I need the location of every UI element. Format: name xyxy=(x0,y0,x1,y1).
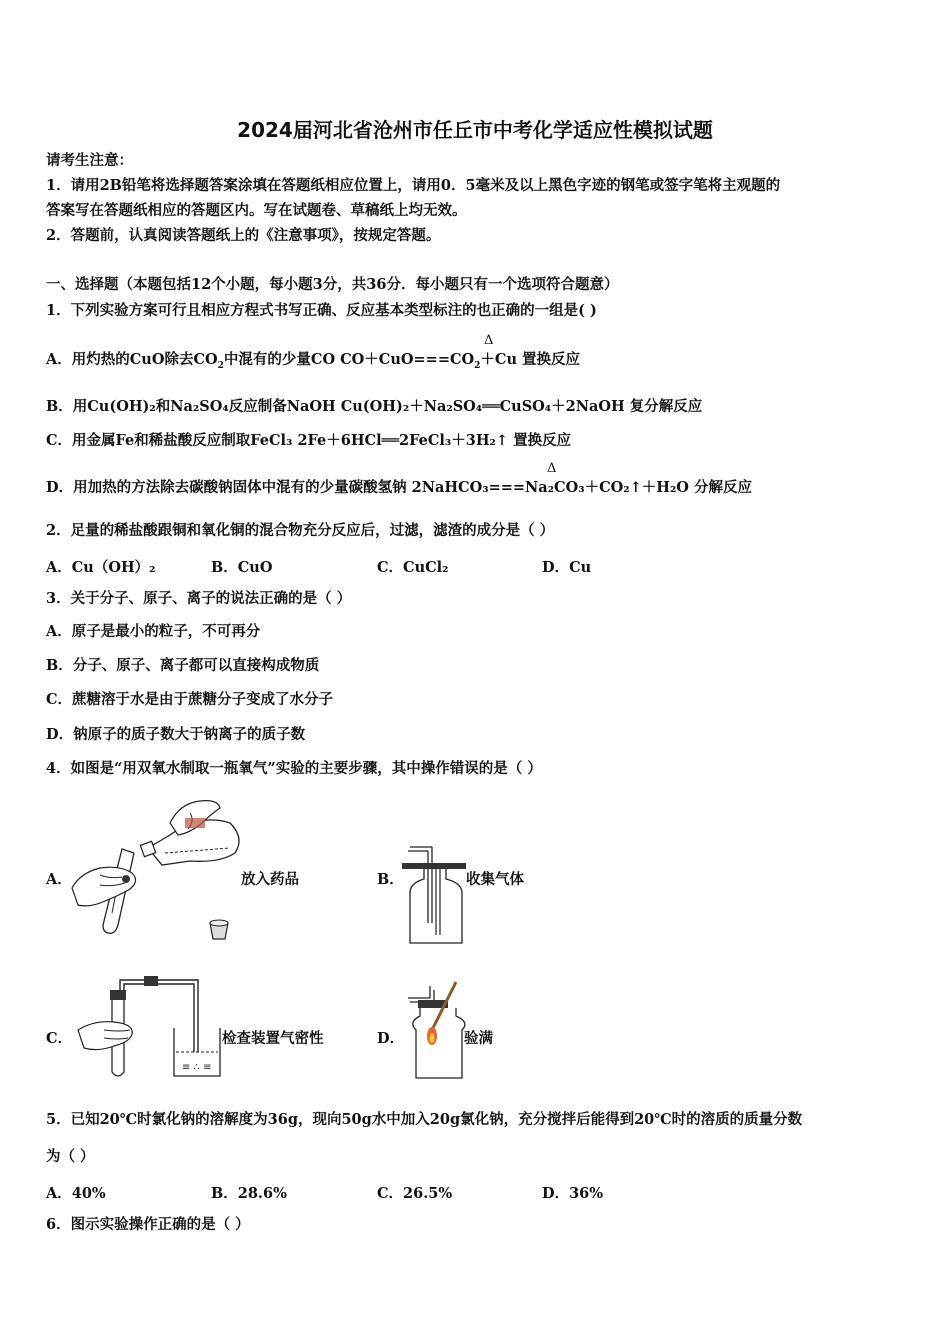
q4-b-label: 收集气体 xyxy=(466,871,524,888)
notice-item-1-line-2: 答案写在答题纸相应的答题区内。写在试题卷、草稿纸上均无效。 xyxy=(46,202,467,219)
q1-d-eq: === xyxy=(488,479,526,496)
section-heading: 一、选择题（本题包括12个小题，每小题3分，共36分．每小题只有一个选项符合题意） xyxy=(46,276,619,293)
q4-d-label: 验满 xyxy=(464,1030,493,1047)
notice-heading: 请考生注意： xyxy=(46,152,133,169)
q1-option-b: B．用Cu(OH)₂和Na₂SO₄反应制备NaOH Cu(OH)₂＋Na₂SO₄══CuSO₄＋2NaOH 复分解反应 xyxy=(46,398,703,415)
airtightness-check-illustration xyxy=(74,972,224,1082)
svg-text:≡ ∴ ≡: ≡ ∴ ≡ xyxy=(182,1062,212,1073)
q1-option-c: C．用金属Fe和稀盐酸反应制取FeCl₃ 2Fe＋6HCl══2FeCl₃＋3H₂↑ 置换反应 xyxy=(46,432,572,449)
q3-option-d: D．钠原子的质子数大于钠离子的质子数 xyxy=(46,726,306,743)
q1-a-eq: === xyxy=(413,351,450,368)
q6-stem: 6．图示实验操作正确的是（ ） xyxy=(46,1216,250,1233)
q4-c-label: 检查装置气密性 xyxy=(222,1030,324,1047)
q1-d-post: Na₂CO₃＋CO₂↑＋H₂O 分解反应 xyxy=(525,479,752,496)
q1-option-d xyxy=(46,476,752,497)
q5-option-c: C．26.5% xyxy=(377,1185,453,1202)
q5-option-a: A．40% xyxy=(46,1185,106,1202)
q1-option-a: A．用灼热的CuO除去$CO_2$中混有的少量CO $CO+CuO===CO_2+Cu$ 置换反应 xyxy=(46,351,581,371)
q4-a-letter: A． xyxy=(46,871,72,888)
verify-full-illustration xyxy=(404,978,466,1083)
q5-option-b: B．28.6% xyxy=(211,1185,287,1202)
q3-option-c: C．蔗糖溶于水是由于蔗糖分子变成了水分子 xyxy=(46,691,334,708)
q2-option-a: A．Cu（OH）₂ xyxy=(46,559,156,576)
q3-option-a: A．原子是最小的粒子，不可再分 xyxy=(46,623,261,640)
page-title: 2024届河北省沧州市任丘市中考化学适应性模拟试题 xyxy=(237,118,713,142)
q3-stem: 3．关于分子、原子、离子的说法正确的是（ ） xyxy=(46,590,352,607)
q1-a-end: ＋Cu 置换反应 xyxy=(480,351,581,368)
pour-reagent-illustration xyxy=(70,793,245,943)
q4-stem: 4．如图是“用双氧水制取一瓶氧气”实验的主要步骤，其中操作错误的是（ ） xyxy=(46,760,542,777)
q5-stem-line-2: 为（ ） xyxy=(46,1148,95,1165)
q5-stem-line-1: 5．已知20℃时氯化钠的溶解度为36g，现向50g水中加入20g氯化钠，充分搅拌后能得到20℃时的溶质的质量分数 xyxy=(46,1111,803,1128)
q5-option-d: D．36% xyxy=(542,1185,604,1202)
q1-a-post: CO xyxy=(449,351,475,368)
q1-stem: 1．下列实验方案可行且相应方程式书写正确、反应基本类型标注的也正确的一组是( ) xyxy=(46,302,597,319)
q4-d-letter: D． xyxy=(377,1030,405,1047)
q4-c-letter: C． xyxy=(46,1030,73,1047)
q1-a-pre: A．用灼热的CuO除去CO xyxy=(46,351,218,368)
q1-a-mid: 中混有的少量CO CO＋CuO xyxy=(223,351,414,368)
q4-b-letter: B． xyxy=(377,871,404,888)
q2-option-c: C．CuCl₂ xyxy=(377,559,449,576)
q1-d-pre: D．用加热的方法除去碳酸钠固体中混有的少量碳酸氢钠 2NaHCO₃ xyxy=(46,479,489,496)
q2-option-d: D．Cu xyxy=(542,559,592,576)
gas-collection-bottle-illustration xyxy=(400,843,470,948)
q1-d-delta: Δ xyxy=(547,461,557,476)
q4-a-label: 放入药品 xyxy=(241,871,299,888)
notice-item-2: 2．答题前，认真阅读答题纸上的《注意事项》，按规定答题。 xyxy=(46,227,441,244)
q2-option-b: B．CuO xyxy=(211,559,273,576)
q1-a-delta: Δ xyxy=(484,333,494,348)
q2-stem: 2．足量的稀盐酸跟铜和氧化铜的混合物充分反应后，过滤，滤渣的成分是（ ） xyxy=(46,522,555,539)
q3-option-b: B．分子、原子、离子都可以直接构成物质 xyxy=(46,657,320,674)
notice-item-1-line-1: 1．请用2B铅笔将选择题答案涂填在答题纸相应位置上，请用0．5毫米及以上黑色字迹的钢笔或签字笔将主观题的 xyxy=(46,177,781,194)
